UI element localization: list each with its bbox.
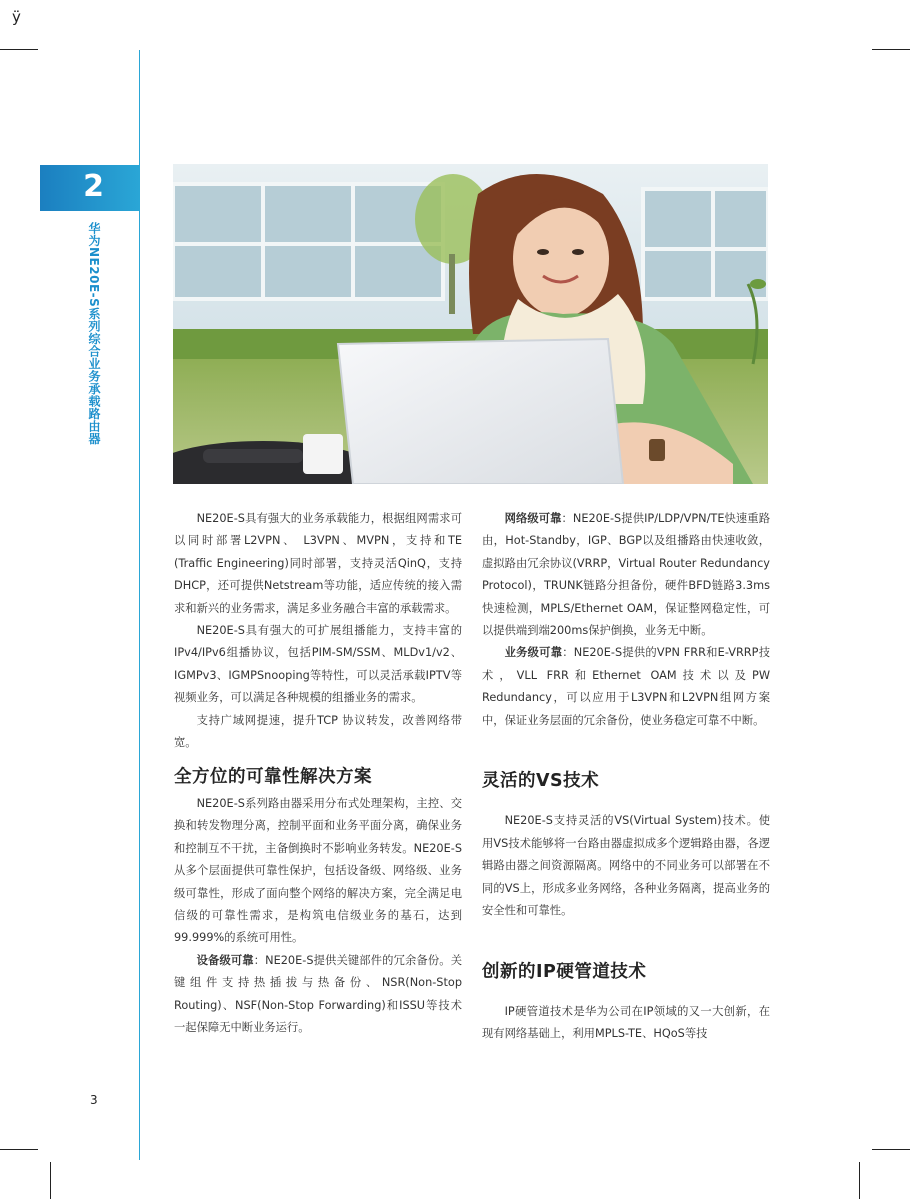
paragraph-lead: 业务级可靠: [504, 646, 563, 660]
body-paragraph: NE20E-S具有强大的可扩展组播能力，支持丰富的IPv4/IPv6组播协议，包括PIM-SM/SSM、MLDv1/v2、IGMPv3、IGMPSnooping等特性，可以灵活承载IPTV等视频业务，可以满足各种规模的组播业务的需求。: [174, 624, 462, 705]
page-number: 3: [90, 1093, 98, 1107]
paragraph-lead: 设备级可靠: [196, 953, 254, 967]
body-paragraph: [482, 508, 770, 642]
crop-mark-top-left: [0, 49, 38, 50]
corner-glyph: ÿ: [12, 8, 21, 26]
section-heading: 全方位的可靠性解决方案: [174, 767, 372, 788]
paragraph-text: ：NE20E-S提供关键部件的冗余备份。关键组件支持热插拔与热备份、NSR(Non-Stop Routing)、NSF(Non-Stop Forwarding)和ISSU等技术一起保障无中断业务运行。: [174, 953, 462, 1034]
crop-mark-bottom-left-vertical: [50, 1162, 51, 1199]
crop-mark-bottom-right: [872, 1149, 910, 1150]
chapter-tab: [40, 165, 139, 211]
body-paragraph: [174, 950, 462, 1040]
body-paragraph: 支持广域网提速，提升TCP 协议转发，改善网络带宽。: [174, 713, 462, 750]
side-running-title: 华为NE20E-S系列综合业务承载路由器: [87, 222, 101, 445]
section-heading: 灵活的VS技术: [482, 771, 600, 792]
body-paragraph: NE20E-S系列路由器采用分布式处理架构，主控、交换和转发物理分离，控制平面和业务平面分离，确保业务和控制互不干扰，主备倒换时不影响业务转发。NE20E-S从多个层面提供可靠性保护，包括设备级、网络级、业务级可靠性，形成了面向整个网络的解决方案，完全满足电信级的可靠性需求，是构筑电信级业务的基石，达到99.999%的系统可用性。: [174, 796, 462, 945]
crop-mark-bottom-left: [0, 1149, 38, 1150]
paragraph-text: ：NE20E-S提供的VPN FRR和E-VRRP技术，VLL FRR和Ethernet OAM技术以及PW Redundancy，可以应用于L3VPN和L2VPN组网方案中，保证业务层面的冗余备份，使业务稳定可靠不中断。: [482, 646, 770, 727]
hero-photo: [173, 164, 768, 484]
left-text-column: [174, 508, 462, 1039]
body-paragraph: NE20E-S支持灵活的VS(Virtual System)技术。使用VS技术能够将一台路由器虚拟成多个逻辑路由器，各逻辑路由器之间资源隔离。网络中的不同业务可以部署在不同的VS上，形成多业务网络，各种业务隔离，提高业务的安全性和可靠性。: [482, 814, 770, 918]
crop-mark-top-right: [872, 49, 910, 50]
woman-with-laptop-photo: [173, 164, 768, 484]
paragraph-text: ：NE20E-S提供IP/LDP/VPN/TE快速重路由，Hot-Standby，IGP、BGP以及组播路由快速收敛，虚拟路由冗余协议(VRRP，Virtual Router Redundancy Protocol)，TRUNK链路分担备份，硬件BFD链路3.3ms快速检测，MPLS/Ethernet OAM，保证整网稳定性，可以提供端到端200ms保护倒换，业务无中断。: [482, 512, 770, 638]
body-paragraph: [482, 642, 770, 732]
right-text-column: [482, 508, 770, 1046]
body-paragraph: IP硬管道技术是华为公司在IP领域的又一大创新，在现有网络基础上，利用MPLS-TE、HQoS等技: [482, 1004, 770, 1041]
chapter-rule-line: [139, 50, 140, 1160]
body-paragraph: NE20E-S具有强大的业务承载能力，根据组网需求可以同时部署L2VPN、 L3VPN、MVPN，支持和TE (Traffic Engineering)同时部署，支持灵活QinQ，支持DHCP，还可提供Netstream等功能，适应传统的接入需求和新兴的业务需求，满足多业务融合丰富的承载需求。: [174, 512, 462, 615]
crop-mark-bottom-right-vertical: [859, 1162, 860, 1199]
section-heading: 创新的IP硬管道技术: [482, 961, 647, 982]
paragraph-lead: 网络级可靠: [504, 512, 562, 525]
chapter-number: 2: [83, 169, 104, 204]
